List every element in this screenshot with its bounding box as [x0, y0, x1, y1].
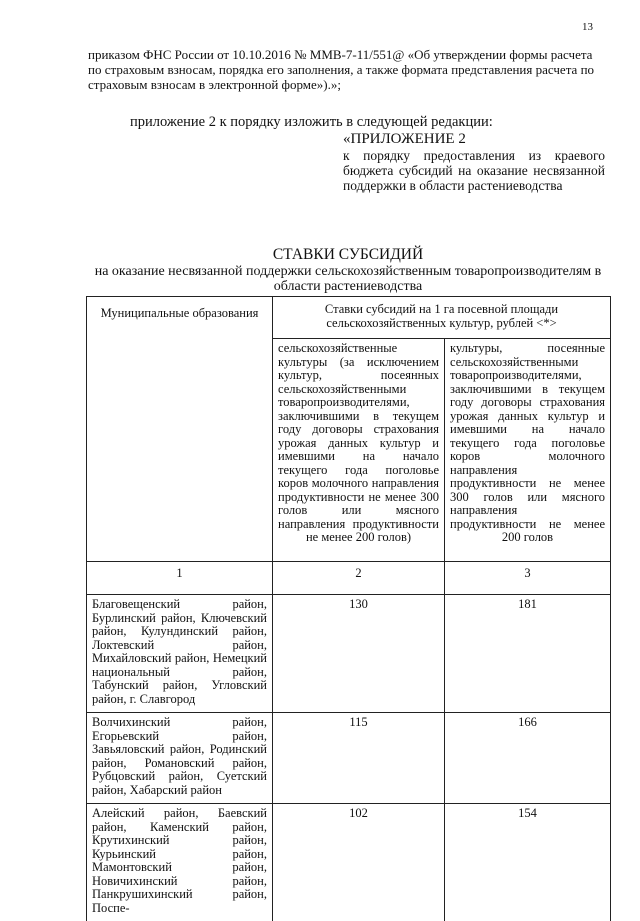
document-subtitle: на оказание несвязанной поддержки сельскохозяйственным товаропроизводителям в области растениеводства	[88, 264, 608, 294]
municipalities-cell: Алейский район, Баевский район, Каменский район, Крутихинский район, Курьинский район, Мамонтовский район, Новичихинский район, Панкрушихинский район, Поспе-	[87, 804, 273, 921]
rate-col2-cell: 130	[273, 595, 445, 713]
table-row	[87, 713, 611, 804]
column-number: 1	[87, 561, 273, 595]
amendment-line: приложение 2 к порядку изложить в следующей редакции:	[130, 114, 620, 131]
appendix-title: «ПРИЛОЖЕНИЕ 2	[343, 131, 605, 148]
rate-col3-cell: 181	[445, 595, 611, 713]
municipalities-cell: Благовещенский район, Бурлинский район, Ключевский район, Кулундинский район, Локтевский район, Михайловский район, Немецкий национальный район, Табунский район, Угловский район, г. Славгород	[87, 595, 273, 713]
rate-col2-cell: 115	[273, 713, 445, 804]
header-municipalities: Муниципальные образования	[87, 297, 273, 562]
rate-col3-cell: 166	[445, 713, 611, 804]
appendix-text: к порядку предоставления из краевого бюджета субсидий на оказание несвязанной поддержки в области растениеводства	[343, 148, 605, 193]
subsidy-rates-table	[86, 296, 611, 921]
column-number: 3	[445, 561, 611, 595]
header-rates: Ставки субсидий на 1 га посевной площади сельскохозяйственных культур, рублей <*>	[273, 297, 611, 339]
intro-paragraph: приказом ФНС России от 10.10.2016 № ММВ-7-11/551@ «Об утверждении формы расчета по страховым взносам, порядка его заполнения, а также формата представления расчета по страховым взносам в электронной форме»).»;	[88, 47, 608, 92]
table-header-row	[87, 297, 611, 339]
subheader-col3: культуры, посеянные сельскохозяйственными товаропроизводителями, заключившими в текущем году договоры страхования урожая данных культур и имевшими на начало текущего года поголовье коров молочного направления продуктивности не менее 300 голов или мясного направления продуктивности не менее 200 голов	[445, 339, 611, 562]
table-row	[87, 804, 611, 921]
municipalities-cell: Волчихинский район, Егорьевский район, Завьяловский район, Родинский район, Романовский район, Рубцовский район, Суетский район, Хабарский район	[87, 713, 273, 804]
page-number: 13	[582, 21, 593, 33]
document-title: СТАВКИ СУБСИДИЙ	[88, 246, 608, 263]
rate-col3-cell: 154	[445, 804, 611, 921]
column-number: 2	[273, 561, 445, 595]
appendix-reference	[343, 131, 605, 193]
column-number-row	[87, 561, 611, 595]
table-row	[87, 595, 611, 713]
rate-col2-cell: 102	[273, 804, 445, 921]
subheader-col2: сельскохозяйственные культуры (за исключением культур, посеянных сельскохозяйственными товаропроизводителями, заключившими в текущем году договоры страхования урожая данных культур и имевшими на начало текущего года поголовье коров молочного направления продуктивности не менее 300 голов или мясного направления продуктивности не менее 200 голов)	[273, 339, 445, 562]
